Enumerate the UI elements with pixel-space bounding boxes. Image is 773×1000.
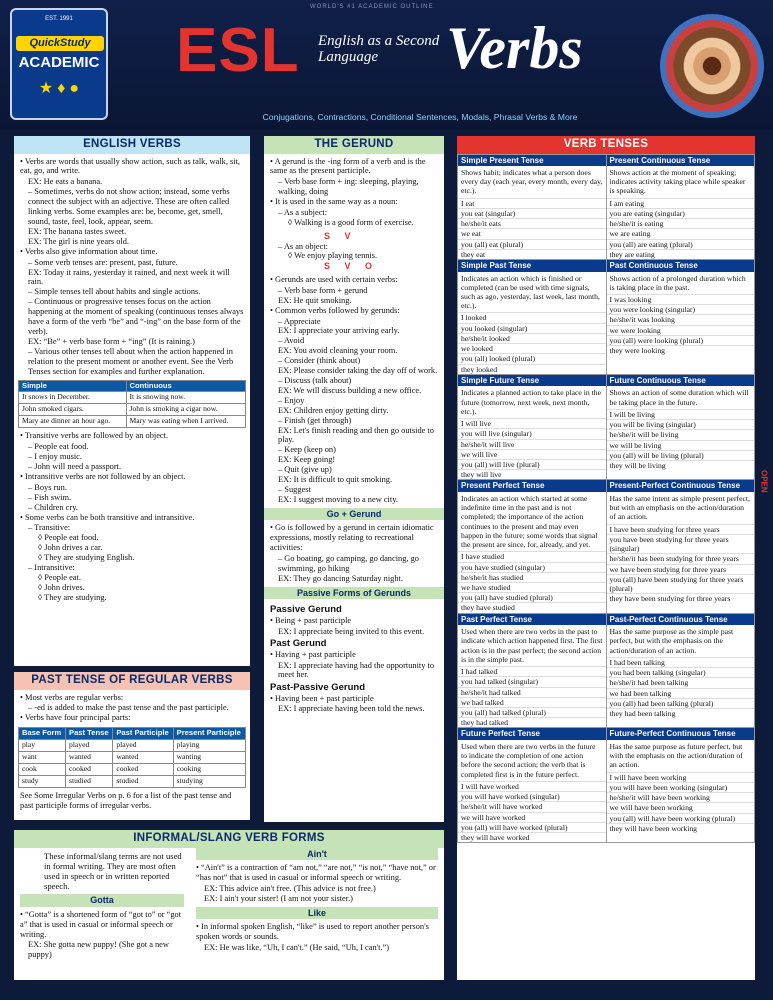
conjugation-line: we had talked <box>458 697 606 707</box>
conjugation-line: you are eating (singular) <box>607 208 755 218</box>
text-line: EX: You avoid cleaning your room. <box>278 346 398 356</box>
text-line: – Suggest <box>278 484 311 494</box>
tense-row <box>458 260 755 375</box>
table-cell: John is smoking a cigar now. <box>126 404 245 416</box>
text-line: – Children cry. <box>28 502 78 512</box>
text-line: • Common verbs followed by gerunds: <box>270 305 400 315</box>
conjugation-line: they had been talking <box>607 708 755 718</box>
english-verbs-panel <box>14 136 250 666</box>
aint-heading: Ain't <box>196 848 438 861</box>
text-line: – Discuss (talk about) <box>278 376 352 385</box>
conjugation-line: you (all) eat (plural) <box>458 239 606 249</box>
table-cell: cooking <box>173 764 245 776</box>
conjugation-line: you will have worked (singular) <box>458 791 606 801</box>
text-line: – Various other tenses tell about when the action happened in relation to the present moment or another event. See the Verb Tenses section for examples and further explanation. <box>28 346 234 376</box>
text-line: EX: The banana tastes sweet. <box>28 226 127 236</box>
header-banner <box>0 0 773 130</box>
tense-title: Simple Past Tense <box>458 260 606 271</box>
table-cell: It snows in December. <box>19 392 127 404</box>
verb-tenses-table <box>457 154 755 844</box>
column-header: Base Form <box>19 728 66 740</box>
conjugation-line: I had talked <box>458 666 606 676</box>
table-cell: studied <box>66 776 113 788</box>
page-subtitle: Conjugations, Contractions, Conditional Sentences, Modals, Phrasal Verbs & More <box>262 112 578 122</box>
tense-title: Present-Perfect Continuous Tense <box>607 480 755 491</box>
text-line: EX: I appreciate your arriving early. <box>278 326 400 336</box>
conjugation-line: they have been studying for three years <box>607 593 755 603</box>
gotta-body <box>14 907 190 964</box>
tense-title: Present Continuous Tense <box>607 155 755 166</box>
tense-row <box>458 374 755 480</box>
text-line: – As an object: <box>278 241 329 251</box>
table-cell: want <box>19 752 66 764</box>
table-cell: cooked <box>113 764 173 776</box>
like-body <box>190 919 444 956</box>
text-line: • Transitive verbs are followed by an object. <box>20 431 169 441</box>
text-line: – Intransitive: <box>28 563 75 573</box>
text-line: EX: He was like, “Uh, I can't.” (He said, “Uh, I can't.”) <box>204 943 390 953</box>
tense-cell <box>606 374 755 480</box>
text-line: – John will need a passport. <box>28 462 122 472</box>
tense-description: Used when there are two verbs in the past to indicate which action happened first. The first action is in the past perfect; the second action is in the simple past. <box>461 627 603 664</box>
conjugation-line: you were looking (singular) <box>607 304 755 314</box>
text-line: • Gerunds are used with certain verbs: <box>270 274 398 284</box>
text-line: EX: He quit smoking. <box>278 295 352 305</box>
conjugation-line: they looked <box>458 364 606 374</box>
table-cell: studying <box>173 776 245 788</box>
table-cell: wanting <box>173 752 245 764</box>
text-line: – Boys run. <box>28 482 67 492</box>
conjugation-line: I have studied <box>458 551 606 561</box>
text-line: • Most verbs are regular verbs: <box>20 692 124 702</box>
principal-parts-wrap <box>14 727 250 788</box>
conjugation-line: he/she/it looked <box>458 333 606 343</box>
hands-photo <box>660 14 764 118</box>
badge-brand: QuickStudy <box>16 36 104 51</box>
conjugation-line: he/she/it has studied <box>458 572 606 582</box>
tense-cell <box>458 374 607 480</box>
verb-tenses-heading: VERB TENSES <box>457 136 755 154</box>
text-line: EX: Children enjoy getting dirty. <box>278 405 389 415</box>
tense-description: Has the same purpose as future perfect, but with the emphasis on the action/duration of an action. <box>609 741 743 770</box>
conjugation-line: they have studied <box>458 602 606 612</box>
like-heading: Like <box>196 907 438 920</box>
table-row <box>19 404 246 416</box>
text-line: EX: She gotta new puppy! (She got a new puppy) <box>28 940 169 960</box>
table-cell: Mary was eating when I arrived. <box>126 416 245 428</box>
conjugation-line: you (all) are eating (plural) <box>607 239 755 249</box>
tense-cell <box>606 728 755 843</box>
svo-marker: S V O <box>324 261 379 272</box>
passive-gerunds-body <box>264 599 444 717</box>
conjugation-line: they had talked <box>458 717 606 727</box>
past-tense-panel <box>14 672 250 820</box>
gerund-body-b <box>264 242 444 262</box>
conjugation-line: he/she/it will have been working <box>607 792 755 802</box>
conjugation-line: I had been talking <box>607 657 755 667</box>
text-line: • Verbs are words that usually show action, such as talk, walk, sit, eat, go, and write. <box>20 156 241 176</box>
table-cell: John smoked cigars. <box>19 404 127 416</box>
informal-intro: These informal/slang terms are not used in formal writing. They are most often used in speech or in written reported speech. <box>44 850 182 891</box>
conjugation-line: they will have worked <box>458 832 606 842</box>
tense-description: Used when there are two verbs in the future to indicate the completion of one action before the second action; the verb that is completed first is in the future perfect. <box>461 741 596 779</box>
conjugation-line: he/she/it will live <box>458 439 606 449</box>
text-line: • Having + past participle <box>270 649 356 659</box>
text-line: ◊ We enjoy playing tennis. <box>288 251 378 261</box>
table-row <box>19 764 246 776</box>
text-line: EX: “Be” + verb base form + “ing” (It is raining.) <box>28 336 195 346</box>
text-line: – -ed is added to make the past tense and the past participle. <box>28 703 229 713</box>
tense-description: Shows action at the moment of speaking; indicates activity taking place while speaker is speaking. <box>609 168 746 196</box>
text-line: – Simple tenses tell about habits and single actions. <box>28 287 201 297</box>
conjugation-line: I have been studying for three years <box>607 524 755 534</box>
text-line: EX: Let's finish reading and then go outside to play. <box>278 425 434 445</box>
conjugation-line: you looked (singular) <box>458 323 606 333</box>
badge-est: EST. 1991 <box>45 16 73 22</box>
tense-cell <box>458 613 607 728</box>
text-line: ◊ They are studying English. <box>38 553 135 563</box>
text-line: – Verb base form + ing: sleeping, playing, walking, doing <box>278 177 419 197</box>
page-title: Verbs <box>446 15 583 81</box>
conjugation-line: we will live <box>458 449 606 459</box>
text-line: – Quit (give up) <box>278 465 332 475</box>
text-line: EX: The girl is nine years old. <box>28 236 130 246</box>
text-line: EX: I suggest moving to a new city. <box>278 494 398 504</box>
esl-title: ESL <box>176 16 300 85</box>
text-line: – I enjoy music. <box>28 452 82 462</box>
conjugation-line: he/she/it eats <box>458 218 606 228</box>
informal-panel <box>14 830 444 980</box>
text-line: – Finish (get through) <box>278 415 352 425</box>
conjugation-line: you will be living (singular) <box>607 419 755 429</box>
tense-cell <box>606 613 755 728</box>
text-line: EX: Please consider taking the day off of work. <box>278 366 438 376</box>
tense-title: Past Continuous Tense <box>607 260 755 271</box>
conjugation-line: you had talked (singular) <box>458 676 606 686</box>
col-simple: Simple <box>19 380 127 392</box>
gerund-body <box>264 154 444 231</box>
tense-cell <box>606 154 755 260</box>
conjugation-line: we eat <box>458 228 606 238</box>
conjugation-line: I looked <box>458 312 606 322</box>
tense-row <box>458 480 755 613</box>
text-line: • “Ain't” is a contraction of “am not,” “are not,” “is not,” “have not,” or “has not” that is used in casual or informal speech or writing. <box>196 863 436 883</box>
conjugation-line: I eat <box>458 198 606 208</box>
table-row <box>19 740 246 752</box>
text-line: ◊ John drives a car. <box>38 543 103 553</box>
sv-marker: S V <box>324 230 357 241</box>
tense-cell <box>458 480 607 613</box>
text-line: EX: Today it rains, yesterday it rained, and next week it will rain. <box>28 267 230 287</box>
tense-cell <box>606 480 755 613</box>
conjugation-line: they are eating <box>607 249 755 259</box>
text-line: – Verb base form + gerund <box>278 285 368 295</box>
text-line: • Some verbs can be both transitive and intransitive. <box>20 512 195 522</box>
conjugation-line: they will be living <box>607 460 755 470</box>
text-line: ◊ People eat. <box>38 573 81 582</box>
column-header: Present Participle <box>173 728 245 740</box>
tense-title: Past Perfect Tense <box>458 614 606 625</box>
text-line: • Intransitive verbs are not followed by an object. <box>20 471 186 481</box>
english-verbs-body <box>14 154 250 380</box>
conjugation-line: you (all) will live (plural) <box>458 459 606 469</box>
conjugation-line: we were looking <box>607 325 755 335</box>
text-line: – People eat food. <box>28 442 89 452</box>
tense-description: Shows action of a prolonged duration which is taking place in the past. <box>609 273 746 292</box>
conjugation-line: you (all) looked (plural) <box>458 353 606 363</box>
conjugation-line: he/she/it will have worked <box>458 801 606 811</box>
text-line: ◊ People eat food. <box>38 533 99 543</box>
aint-body <box>190 860 444 907</box>
text-line: EX: Keep going! <box>278 455 336 465</box>
text-line: – Appreciate <box>278 316 321 326</box>
conjugation-line: they were looking <box>607 345 755 355</box>
conjugation-line: he/she/it will be living <box>607 429 755 439</box>
gerund-panel <box>264 136 444 822</box>
table-cell: cooked <box>66 764 113 776</box>
past-tense-body <box>14 690 250 728</box>
conjugation-line: you (all) will have been working (plural) <box>607 813 755 823</box>
table-cell: wanted <box>113 752 173 764</box>
conjugation-line: you had been talking (singular) <box>607 667 755 677</box>
conjugation-line: I am eating <box>607 198 755 208</box>
text-line: – Keep (keep on) <box>278 445 336 455</box>
tense-description: Has the same intent as simple present perfect, but with an emphasis on the action/duration of an action. <box>609 493 750 522</box>
tense-cell <box>458 728 607 843</box>
tense-row <box>458 154 755 260</box>
table-cell: cook <box>19 764 66 776</box>
conjugation-line: we will be living <box>607 440 755 450</box>
informal-columns <box>14 848 444 964</box>
passive-group-title: Passive Gerund <box>270 604 342 616</box>
irregular-verbs-note: See Some Irregular Verbs on p. 6 for a list of the past tense and past participle forms of irregular verbs. <box>20 791 232 810</box>
informal-right <box>190 848 444 964</box>
conjugation-line: I will live <box>458 418 606 428</box>
conjugation-line: we will have worked <box>458 812 606 822</box>
conjugation-line: he/she/it had been talking <box>607 677 755 687</box>
open-tab-label: OPEN <box>759 470 769 493</box>
principal-parts-table <box>18 727 246 788</box>
text-line: – Enjoy <box>278 395 305 405</box>
informal-left <box>14 848 190 964</box>
text-line: ◊ They are studying. <box>38 592 107 602</box>
verb-tenses-panel <box>457 136 755 980</box>
conjugation-line: they will live <box>458 469 606 479</box>
text-line: – Consider (think about) <box>278 356 361 366</box>
text-line: • Go is followed by a gerund in certain idiomatic expressions, mostly relating to recreational activities: <box>270 523 434 553</box>
gotta-heading: Gotta <box>20 894 184 907</box>
column-header: Past Tense <box>66 728 113 740</box>
conjugation-line: they will have been working <box>607 823 755 833</box>
text-line: EX: He eats a banana. <box>28 177 103 187</box>
text-line: • It is used in the same way as a noun: <box>270 197 398 207</box>
informal-heading: INFORMAL/SLANG VERB FORMS <box>14 830 444 848</box>
tense-title: Future-Perfect Continuous Tense <box>607 728 755 739</box>
text-line: – Fish swim. <box>28 492 72 502</box>
table-row <box>19 752 246 764</box>
text-line: – Sometimes, verbs do not show action; instead, some verbs connect the subject with an adjective. These are often called linking verbs. Some examples are: be, become, get, smell, sound, taste, feel, look, appear, seem. <box>28 187 230 226</box>
text-line: EX: It is difficult to quit smoking. <box>278 475 393 485</box>
passive-group-title: Past-Passive Gerund <box>270 682 366 694</box>
quickstudy-badge-logo <box>10 8 108 120</box>
tense-title: Simple Future Tense <box>458 375 606 386</box>
conjugation-line: I will have worked <box>458 781 606 791</box>
text-line: – Transitive: <box>28 523 71 533</box>
table-cell: playing <box>173 740 245 752</box>
conjugation-line: I will have been working <box>607 772 755 782</box>
tense-cell <box>606 260 755 375</box>
tense-title: Simple Present Tense <box>458 155 606 166</box>
text-line: • Having been + past participle <box>270 693 374 703</box>
conjugation-line: we looked <box>458 343 606 353</box>
text-line: EX: They go dancing Saturday night. <box>278 573 403 583</box>
table-cell: Mary ate dinner an hour ago. <box>19 416 127 428</box>
conjugation-line: we had been talking <box>607 688 755 698</box>
tense-title: Past-Perfect Continuous Tense <box>607 614 755 625</box>
text-line: EX: I appreciate having been told the news. <box>278 704 425 714</box>
conjugation-line: I was looking <box>607 294 755 304</box>
conjugation-line: he/she/it had talked <box>458 687 606 697</box>
table-row <box>19 416 246 428</box>
conjugation-line: I will be living <box>607 409 755 419</box>
table-cell: played <box>66 740 113 752</box>
text-line: • In informal spoken English, “like” is used to report another person's spoken words or sounds. <box>196 922 429 942</box>
badge-academic: ACADEMIC <box>18 54 100 71</box>
text-line: • “Gotta” is a shortened form of “got to” or “got a” that is used in casual or informal speech or writing. <box>20 909 182 939</box>
worlds-tagline: WORLD'S #1 ACADEMIC OUTLINE <box>310 4 434 10</box>
conjugation-line: you (all) have studied (plural) <box>458 592 606 602</box>
tense-cell <box>458 154 607 260</box>
conjugation-line: you (all) will be living (plural) <box>607 450 755 460</box>
table-cell: studied <box>113 776 173 788</box>
tense-description: Indicates a planned action to take place in the future (tomorrow, next week, next month, etc.). <box>461 388 602 416</box>
tense-title: Present Perfect Tense <box>458 480 606 491</box>
conjugation-line: he/she/it is eating <box>607 218 755 228</box>
table-cell: played <box>113 740 173 752</box>
text-line: EX: We will discuss building a new office. <box>278 385 422 395</box>
tense-description: Shows an action of some duration which will be taking place in the future. <box>609 388 749 407</box>
passive-gerunds-heading: Passive Forms of Gerunds <box>264 587 444 600</box>
conjugation-line: we have studied <box>458 582 606 592</box>
text-line: ◊ John drives. <box>38 582 85 592</box>
conjugation-line: you (all) had talked (plural) <box>458 707 606 717</box>
gerund-body-2 <box>264 272 444 508</box>
tense-description: Indicates an action which is finished or completed (can be used with time signals, such as ago, yesterday, last week, last month, etc.). <box>461 273 600 311</box>
col-continuous: Continuous <box>126 380 245 392</box>
conjugation-line: you (all) will have worked (plural) <box>458 822 606 832</box>
tense-row <box>458 728 755 843</box>
go-gerund-body <box>264 520 444 586</box>
conjugation-line: you (all) have been studying for three years (plural) <box>607 574 755 593</box>
tense-title: Future Perfect Tense <box>458 728 606 739</box>
conjugation-line: you (all) were looking (plural) <box>607 335 755 345</box>
english-verbs-body-2 <box>14 428 250 605</box>
conjugation-line: you will live (singular) <box>458 428 606 438</box>
english-verbs-heading: ENGLISH VERBS <box>14 136 250 154</box>
gerund-heading: THE GERUND <box>264 136 444 154</box>
text-line: • Verbs have four principal parts: <box>20 713 131 723</box>
go-gerund-heading: Go + Gerund <box>264 508 444 521</box>
text-line: EX: I ain't your sister! (I am not your sister.) <box>204 893 353 903</box>
text-line: – Go boating, go camping, go dancing, go swimming, go hiking <box>278 554 419 574</box>
tense-description: Indicates an action which started at some indefinite time in the past and is not completed; the importance of the action continues to the present and may even happen in the future; some words that signal the present are since, for, already, and yet. <box>461 493 598 550</box>
column-header: Past Participle <box>113 728 173 740</box>
table-cell: play <box>19 740 66 752</box>
text-line: EX: I appreciate being invited to this event. <box>278 626 425 636</box>
text-line: • A gerund is the -ing form of a verb and is the same as the present participle. <box>270 156 426 176</box>
conjugation-line: you eat (singular) <box>458 208 606 218</box>
conjugation-line: you (all) had been talking (plural) <box>607 698 755 708</box>
table-row <box>19 392 246 404</box>
passive-group-title: Past Gerund <box>270 638 327 650</box>
conjugation-line: he/she/it was looking <box>607 314 755 324</box>
text-line: EX: I appreciate having had the opportunity to meet her. <box>278 660 435 680</box>
text-line: – Continuous or progressive tenses focus on the action happening at the moment of speaking (continuous tenses always have a form of the verb “be” and “-ing” on the base form of the verb). <box>28 297 244 336</box>
tense-description: Has the same purpose as the simple past perfect, but with the emphasis on the action/duration of an action. <box>609 627 734 655</box>
esl-subtitle: English as a Second Language <box>318 33 440 65</box>
past-tense-heading: PAST TENSE OF REGULAR VERBS <box>14 672 250 690</box>
conjugation-line: we are eating <box>607 228 755 238</box>
text-line: • Being + past participle <box>270 615 352 625</box>
text-line: ◊ Walking is a good form of exercise. <box>288 218 414 227</box>
conjugation-line: you have been studying for three years (singular) <box>607 534 755 553</box>
text-line: EX: This advice ain't free. (This advice is not free.) <box>204 883 376 893</box>
text-line: – Avoid <box>278 336 305 346</box>
conjugation-line: you will have been working (singular) <box>607 782 755 792</box>
conjugation-line: they eat <box>458 249 606 259</box>
table-cell: It is snowing now. <box>126 392 245 404</box>
simple-continuous-table-wrap <box>14 380 250 429</box>
academic-icons: ★ ♦ ● <box>38 80 80 97</box>
text-line: – Some verb tenses are: present, past, future. <box>28 257 178 267</box>
simple-continuous-table <box>18 380 246 429</box>
table-cell: study <box>19 776 66 788</box>
conjugation-line: you have studied (singular) <box>458 562 606 572</box>
text-line: • Verbs also give information about time. <box>20 246 158 256</box>
table-cell: wanted <box>66 752 113 764</box>
conjugation-line: he/she/it has been studying for three years <box>607 553 755 563</box>
table-row <box>19 776 246 788</box>
conjugation-line: we have been studying for three years <box>607 564 755 574</box>
conjugation-line: we will have been working <box>607 802 755 812</box>
tense-row <box>458 613 755 728</box>
tense-title: Future Continuous Tense <box>607 375 755 386</box>
tense-cell <box>458 260 607 375</box>
tense-description: Shows habit; indicates what a person does every day (each year, every month, every day, etc.). <box>461 168 603 196</box>
text-line: – As a subject: <box>278 208 328 218</box>
